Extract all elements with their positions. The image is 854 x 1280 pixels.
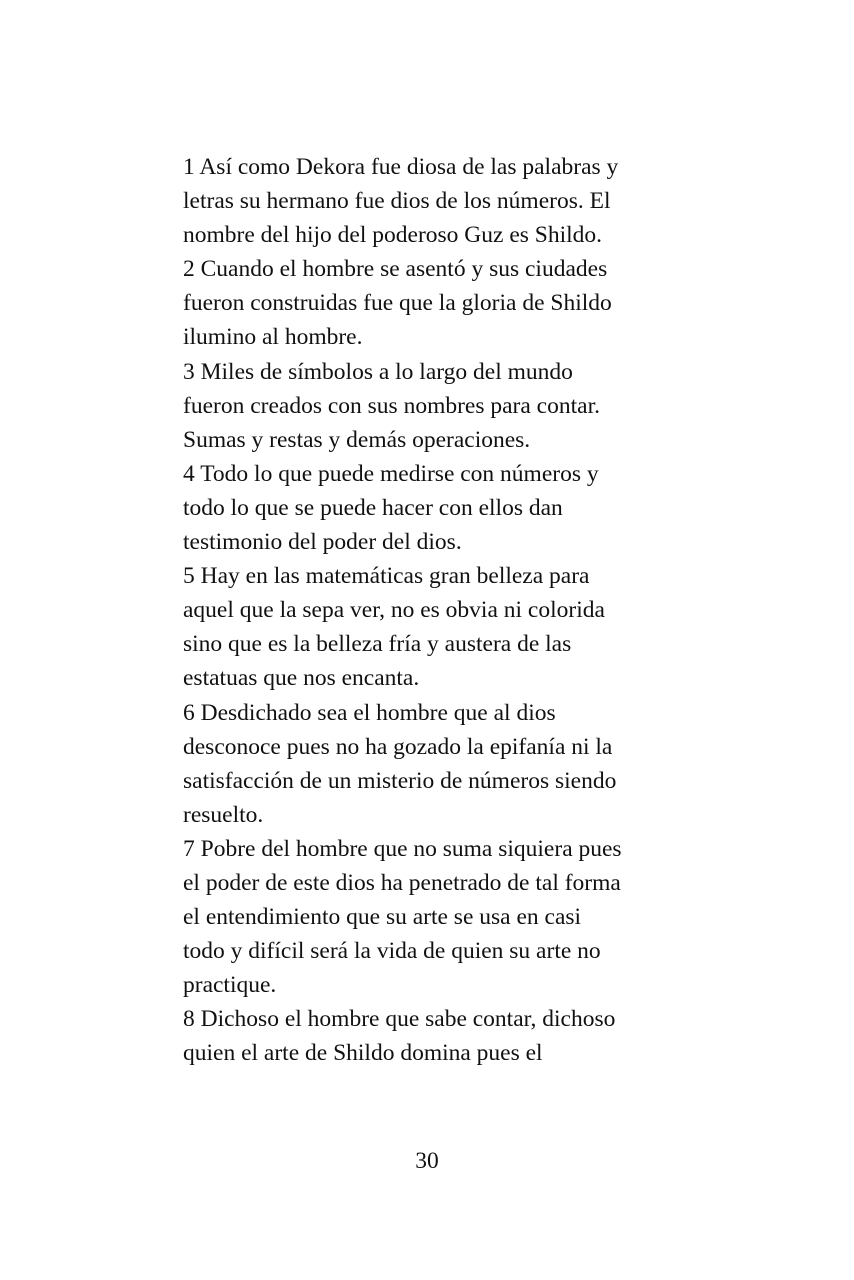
text-line: fueron construidas fue que la gloria de Shildo bbox=[183, 290, 612, 317]
text-line: testimonio del poder del dios. bbox=[183, 529, 462, 556]
text-line: 7 Pobre del hombre que no suma siquiera pues bbox=[183, 835, 622, 862]
text-line: todo lo que se puede hacer con ellos dan bbox=[183, 494, 563, 521]
text-line: fueron creados con sus nombres para contar. bbox=[183, 392, 600, 419]
text-line: 1 Así como Dekora fue diosa de las palabras y bbox=[183, 154, 619, 180]
text-line: satisfacción de un misterio de números siendo bbox=[183, 767, 617, 794]
text-line: quien el arte de Shildo domina pues el bbox=[183, 1040, 543, 1067]
text-line: desconoce pues no ha gozado la epifanía ni la bbox=[183, 733, 613, 760]
body-text bbox=[183, 150, 683, 1071]
text-line: practique. bbox=[183, 972, 277, 999]
text-line: nombre del hijo del poderoso Guz es Shildo. bbox=[183, 222, 603, 249]
text-line: el entendimiento que su arte se usa en casi bbox=[183, 904, 582, 931]
text-line: Sumas y restas y demás operaciones. bbox=[183, 426, 531, 453]
text-line: ilumino al hombre. bbox=[183, 324, 363, 351]
text-line: 8 Dichoso el hombre que sabe contar, dichoso bbox=[183, 1006, 616, 1033]
text-line: 2 Cuando el hombre se asentó y sus ciudades bbox=[183, 256, 608, 283]
text-line: sino que es la belleza fría y austera de las bbox=[183, 631, 572, 658]
text-line: 5 Hay en las matemáticas gran belleza para bbox=[183, 563, 590, 590]
text-line: aquel que la sepa ver, no es obvia ni colorida bbox=[183, 597, 605, 624]
text-line: letras su hermano fue dios de los números. El bbox=[183, 188, 611, 215]
page-number: 30 bbox=[415, 1148, 439, 1174]
text-line: resuelto. bbox=[183, 801, 264, 828]
text-line: 6 Desdichado sea el hombre que al dios bbox=[183, 699, 556, 726]
text-line: todo y difícil será la vida de quien su arte no bbox=[183, 938, 601, 965]
text-line: 4 Todo lo que puede medirse con números y bbox=[183, 460, 599, 487]
text-line: 3 Miles de símbolos a lo largo del mundo bbox=[183, 358, 573, 385]
text-line: el poder de este dios ha penetrado de tal forma bbox=[183, 869, 621, 896]
text-line: estatuas que nos encanta. bbox=[183, 665, 420, 692]
